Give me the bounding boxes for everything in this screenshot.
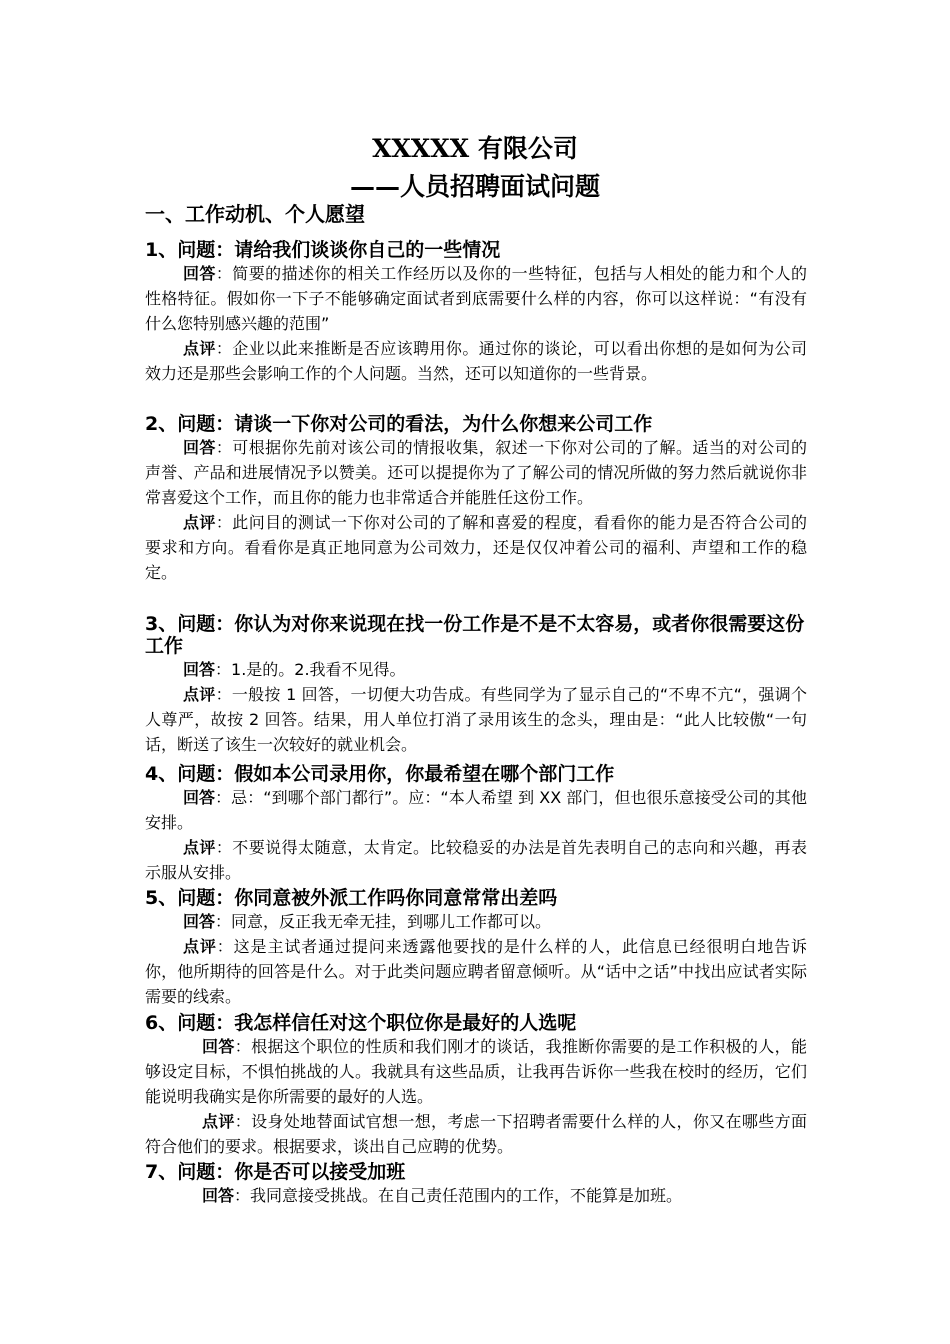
question-block-4 — [145, 763, 807, 885]
question-title: 6、问题：我怎样信任对这个职位你是最好的人选呢 — [145, 1012, 577, 1034]
answer-label: 回答 — [202, 1186, 235, 1205]
comment-paragraph — [145, 835, 807, 885]
question-title: 5、问题：你同意被外派工作吗你同意常常出差吗 — [145, 887, 558, 909]
answer-paragraph — [145, 1183, 807, 1208]
answer-paragraph — [145, 1034, 807, 1109]
comment-text: ：一般按 1 回答，一切便大功告成。有些同学为了显示自己的“不卑不亢“，强调个人尊严，故按 2 回答。结果，用人单位打消了录用该生的念头，理由是：“此人比较傲“一句话，断送了该生一次较好的就业机会。 — [145, 685, 807, 754]
comment-label: 点评 — [202, 1112, 235, 1131]
comment-label: 点评 — [183, 685, 216, 704]
comment-label: 点评 — [183, 339, 216, 358]
comment-paragraph — [145, 1109, 807, 1159]
section-heading: 一、工作动机、个人愿望 — [145, 202, 365, 226]
comment-text: ：此问目的测试一下你对公司的了解和喜爱的程度，看看你的能力是否符合公司的要求和方向。看看你是真正地同意为公司效力，还是仅仅冲着公司的福利、声望和工作的稳定。 — [145, 513, 807, 582]
answer-label: 回答 — [183, 788, 216, 807]
comment-text: ：这是主试者通过提问来透露他要找的是什么样的人，此信息已经很明白地告诉你，他所期待的回答是什么。对于此类问题应聘者留意倾听。从“话中之话”中找出应试者实际需要的线索。 — [145, 937, 807, 1006]
question-block-6 — [145, 1012, 807, 1159]
comment-paragraph — [145, 510, 807, 585]
answer-text: ：可根据你先前对该公司的情报收集，叙述一下你对公司的了解。适当的对公司的声誉、产品和进展情况予以赞美。还可以提提你为了了解公司的情况所做的努力然后就说你非常喜爱这个工作，而且你的能力也非常适合并能胜任这份工作。 — [145, 438, 807, 507]
question-block-1 — [145, 239, 807, 386]
answer-label: 回答 — [183, 264, 216, 283]
answer-paragraph — [145, 785, 807, 835]
question-block-3 — [145, 613, 807, 757]
question-title: 4、问题：假如本公司录用你，你最希望在哪个部门工作 — [145, 763, 615, 785]
answer-text: ：简要的描述你的相关工作经历以及你的一些特征，包括与人相处的能力和个人的性格特征。假如你一下子不能够确定面试者到底需要什么样的内容，你可以这样说：“有没有什么您特别感兴趣的范围” — [145, 264, 807, 333]
comment-label: 点评 — [183, 838, 216, 857]
answer-paragraph — [145, 435, 807, 510]
document-title: XXXXX 有限公司 — [372, 134, 578, 163]
question-block-7 — [145, 1161, 807, 1208]
comment-text: ：不要说得太随意，太肯定。比较稳妥的办法是首先表明自己的志向和兴趣，再表示服从安排。 — [145, 838, 807, 882]
answer-label: 回答 — [183, 912, 216, 931]
answer-label: 回答 — [183, 660, 216, 679]
document-subtitle: ——人员招聘面试问题 — [349, 172, 600, 201]
comment-label: 点评 — [183, 937, 217, 956]
answer-label: 回答 — [183, 438, 216, 457]
answer-paragraph — [145, 657, 807, 682]
answer-label: 回答 — [202, 1037, 235, 1056]
answer-text: ：同意，反正我无牵无挂，到哪儿工作都可以。 — [215, 912, 552, 931]
question-block-2 — [145, 413, 807, 585]
question-block-5 — [145, 887, 807, 1009]
answer-text: ：根据这个职位的性质和我们刚才的谈话，我推断你需要的是工作积极的人，能够设定目标，不惧怕挑战的人。我就具有这些品质，让我再告诉你一些我在校时的经历，它们能说明我确实是你所需要的最好的人选。 — [145, 1037, 807, 1106]
comment-label: 点评 — [183, 513, 216, 532]
comment-text: ：设身处地替面试官想一想，考虑一下招聘者需要什么样的人，你又在哪些方面符合他们的要求。根据要求，谈出自己应聘的优势。 — [145, 1112, 807, 1156]
answer-paragraph — [145, 261, 807, 336]
answer-text: ：1.是的。2.我看不见得。 — [215, 660, 406, 679]
question-title: 2、问题：请谈一下你对公司的看法，为什么你想来公司工作 — [145, 413, 653, 435]
question-title: 7、问题：你是否可以接受加班 — [145, 1161, 406, 1183]
comment-paragraph — [145, 934, 807, 1009]
answer-text: ：我同意接受挑战。在自己责任范围内的工作，不能算是加班。 — [234, 1186, 683, 1205]
comment-text: ：企业以此来推断是否应该聘用你。通过你的谈论，可以看出你想的是如何为公司效力还是那些会影响工作的个人问题。当然，还可以知道你的一些背景。 — [145, 339, 807, 383]
question-title: 3、问题：你认为对你来说现在找一份工作是不是不太容易，或者你很需要这份工作 — [145, 613, 805, 657]
answer-paragraph — [145, 909, 807, 934]
comment-paragraph — [145, 336, 807, 386]
answer-text: ：忌：“到哪个部门都行”。应：“本人希望 到 XX 部门，但也很乐意接受公司的其他安排。 — [145, 788, 807, 832]
question-title: 1、问题：请给我们谈谈你自己的一些情况 — [145, 239, 501, 261]
comment-paragraph — [145, 682, 807, 757]
